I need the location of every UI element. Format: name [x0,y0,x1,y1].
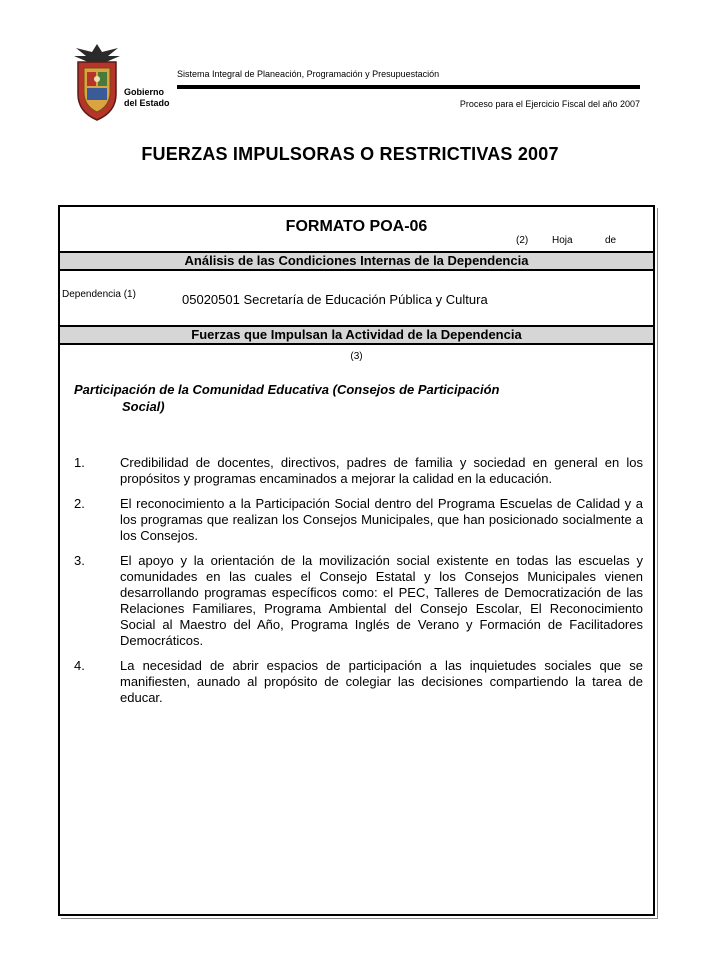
list-item [74,496,643,544]
dependencia-label: Dependencia (1) [62,289,136,300]
forces-list [74,455,643,715]
list-item [74,455,643,487]
gobierno-label [124,87,170,109]
fiscal-process-label: Proceso para el Ejercicio Fiscal del año 2007 [459,99,640,109]
sheet-label: Hoja [552,235,573,246]
gobierno-line2: del Estado [124,98,170,108]
section-internal-conditions: Análisis de las Condiciones Internas de la Dependencia [60,251,653,271]
page-title: FUERZAS IMPULSORAS O RESTRICTIVAS 2007 [141,144,559,164]
topic-heading-line2: Social) [122,399,165,414]
item-number: 4. [74,658,85,673]
field-number-2: (2) [516,235,529,246]
list-item [74,658,643,706]
topic-heading [74,381,614,415]
form-code: FORMATO POA-06 [285,218,428,235]
gobierno-line1: Gobierno [124,87,164,97]
list-item [74,553,643,649]
section-driving-forces: Fuerzas que Impulsan la Actividad de la Dependencia [60,325,653,345]
header-divider [177,85,640,89]
state-coat-of-arms-icon [68,42,126,122]
item-text: El reconocimiento a la Participación Social dentro del Programa Escuelas de Calidad y a los programas que realizan los Consejos Municipales, que han posicionado socialmente a los Consejos. [120,496,643,543]
item-text: La necesidad de abrir espacios de participación a las inquietudes sociales que se manifiesten, aunado al propósito de colegiar las decisiones compartiendo la tarea de educar. [120,658,643,705]
form-frame [58,205,655,916]
item-text: Credibilidad de docentes, directivos, padres de familia y sociedad en general en los propósitos y programas encaminados a mejorar la calidad en la educación. [120,455,643,486]
dependencia-value: 05020501 Secretaría de Educación Pública y Cultura [182,292,488,307]
topic-heading-line1: Participación de la Comunidad Educativa (Consejos de Participación [74,382,500,397]
item-number: 3. [74,553,85,568]
item-number: 2. [74,496,85,511]
sheet-of-label: de [605,235,617,246]
system-title: Sistema Integral de Planeación, Programación y Presupuestación [177,69,440,79]
field-number-3: (3) [350,351,363,362]
item-text: El apoyo y la orientación de la movilización social existente en todas las escuelas y comunidades en las cuales el Consejo Estatal y los Consejos Municipales vienen desarrollando programas específicos como: el PEC, Talleres de Democratización de las Relaciones Familiares, Programa Ambiental del Consejo Escolar, El Reconocimiento Social al Maestro del Año, Programa Inglés de Verano y Formación de Facilitadores Democráticos. [120,553,643,648]
item-number: 1. [74,455,85,470]
